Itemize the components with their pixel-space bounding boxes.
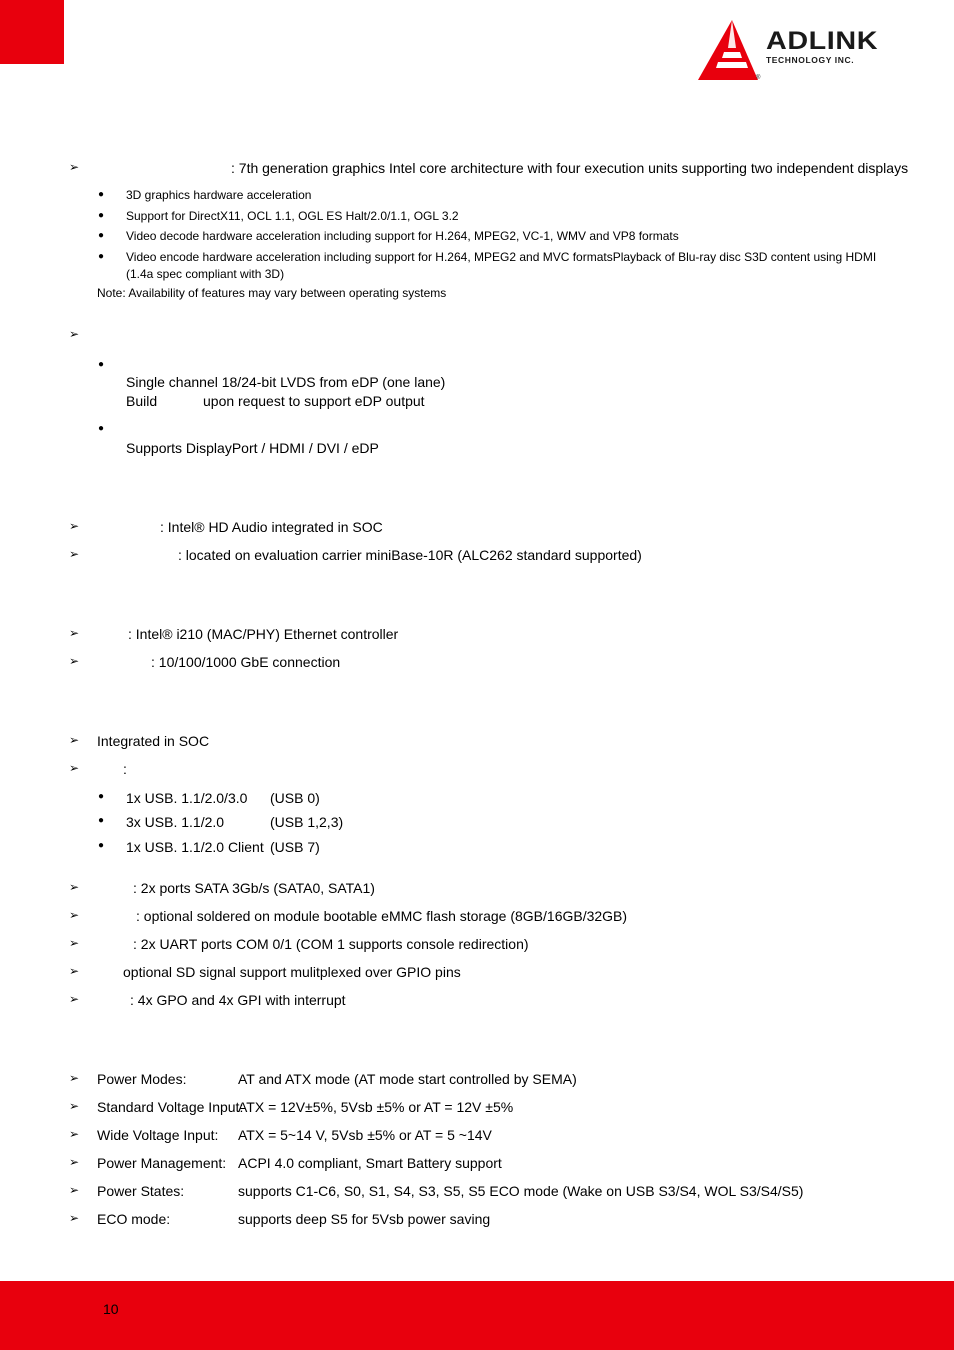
arrow-bullet-icon: ➢ (69, 936, 80, 950)
usb-port-id: (USB 1,2,3) (270, 814, 344, 830)
bullet-icon: ● (98, 359, 105, 370)
arrow-bullet-icon: ➢ (69, 327, 80, 341)
power-label: Wide Voltage Input: (97, 1127, 219, 1143)
brand-subtitle: TECHNOLOGY INC. (766, 55, 855, 65)
footer-bar (0, 1281, 954, 1350)
arrow-bullet-icon: ➢ (69, 160, 80, 174)
lvds-build-detail: upon request to support eDP output (203, 393, 425, 409)
ethernet-speed-line: : 10/100/1000 GbE connection (151, 654, 341, 670)
adlink-triangle-icon (696, 18, 762, 82)
bullet-icon: ● (98, 791, 105, 802)
ethernet-controller-line: : Intel® i210 (MAC/PHY) Ethernet controller (128, 626, 399, 642)
arrow-bullet-icon: ➢ (69, 654, 80, 668)
gpio-line: : 4x GPO and 4x GPI with interrupt (130, 992, 346, 1008)
power-label: Power Management: (97, 1155, 227, 1171)
arrow-bullet-icon: ➢ (69, 908, 80, 922)
power-label: ECO mode: (97, 1211, 171, 1227)
usb-port-name: 1x USB. 1.1/2.0 Client (126, 839, 264, 855)
arrow-bullet-icon: ➢ (69, 880, 80, 894)
graphics-feature: Video encode hardware acceleration including support for H.264, MPEG2 and MVC formatsPlayback of Blu-ray disc S3D content using HDMI (126, 250, 877, 264)
audio-line: : Intel® HD Audio integrated in SOC (160, 519, 383, 535)
bullet-icon: ● (98, 230, 105, 241)
page-number: 10 (103, 1301, 119, 1317)
arrow-bullet-icon: ➢ (69, 1155, 80, 1169)
brand-name: ADLINK (766, 27, 879, 55)
arrow-bullet-icon: ➢ (69, 964, 80, 978)
ddi-line: Supports DisplayPort / HDMI / DVI / eDP (126, 440, 379, 456)
sata-line: : 2x ports SATA 3Gb/s (SATA0, SATA1) (133, 880, 375, 896)
bullet-icon: ● (98, 251, 105, 262)
power-label: Power States: (97, 1183, 185, 1199)
bullet-icon: ● (98, 189, 105, 200)
bullet-icon: ● (98, 210, 105, 221)
usb-port-id: (USB 0) (270, 790, 320, 806)
power-label: Power Modes: (97, 1071, 187, 1087)
arrow-bullet-icon: ➢ (69, 547, 80, 561)
power-value: supports deep S5 for 5Vsb power saving (238, 1211, 491, 1227)
arrow-bullet-icon: ➢ (69, 992, 80, 1006)
arrow-bullet-icon: ➢ (69, 1099, 80, 1113)
arrow-bullet-icon: ➢ (69, 519, 80, 533)
graphics-feature: 3D graphics hardware acceleration (126, 188, 312, 202)
power-label: Standard Voltage Input: (97, 1099, 244, 1115)
power-value: supports C1-C6, S0, S1, S4, S3, S5, S5 ECO mode (Wake on USB S3/S4, WOL S3/S4/S5) (238, 1183, 804, 1199)
arrow-bullet-icon: ➢ (69, 1127, 80, 1141)
uart-line: : 2x UART ports COM 0/1 (COM 1 supports console redirection) (133, 936, 529, 952)
graphics-feature: (1.4a spec compliant with 3D) (126, 267, 285, 281)
arrow-bullet-icon: ➢ (69, 1071, 80, 1085)
power-value: ACPI 4.0 compliant, Smart Battery support (238, 1155, 502, 1171)
usb-port-name: 3x USB. 1.1/2.0 (126, 814, 225, 830)
registered-mark: ® (756, 75, 761, 81)
lvds-line: Single channel 18/24-bit LVDS from eDP (one lane) (126, 374, 446, 390)
adlink-logo (696, 18, 908, 82)
header-red-block (0, 0, 64, 64)
arrow-bullet-icon: ➢ (69, 733, 80, 747)
bullet-icon: ● (98, 423, 105, 434)
sd-line: optional SD signal support mulitplexed over GPIO pins (123, 964, 461, 980)
graphics-line: : 7th generation graphics Intel core architecture with four execution units supporting two independent displays (231, 160, 909, 176)
bullet-icon: ● (98, 815, 105, 826)
audio-codec-line: : located on evaluation carrier miniBase-10R (ALC262 standard supported) (178, 547, 642, 563)
usb-port-name: 1x USB. 1.1/2.0/3.0 (126, 790, 248, 806)
arrow-bullet-icon: ➢ (69, 1211, 80, 1225)
power-value: AT and ATX mode (AT mode start controlled by SEMA) (238, 1071, 577, 1087)
emmc-line: : optional soldered on module bootable eMMC flash storage (8GB/16GB/32GB) (136, 908, 628, 924)
bullet-icon: ● (98, 840, 105, 851)
graphics-note: Note: Availability of features may vary between operating systems (97, 286, 447, 300)
graphics-feature: Support for DirectX11, OCL 1.1, OGL ES Halt/2.0/1.1, OGL 3.2 (126, 209, 459, 223)
power-value: ATX = 5~14 V, 5Vsb ±5% or AT = 5 ~14V (238, 1127, 492, 1143)
io-integrated-line: Integrated in SOC (97, 733, 210, 749)
arrow-bullet-icon: ➢ (69, 1183, 80, 1197)
usb-colon: : (123, 761, 127, 777)
lvds-build: Build (126, 393, 158, 409)
power-value: ATX = 12V±5%, 5Vsb ±5% or AT = 12V ±5% (238, 1099, 514, 1115)
arrow-bullet-icon: ➢ (69, 761, 80, 775)
graphics-feature: Video decode hardware acceleration including support for H.264, MPEG2, VC-1, WMV and VP8 formats (126, 229, 679, 243)
arrow-bullet-icon: ➢ (69, 626, 80, 640)
usb-port-id: (USB 7) (270, 839, 320, 855)
